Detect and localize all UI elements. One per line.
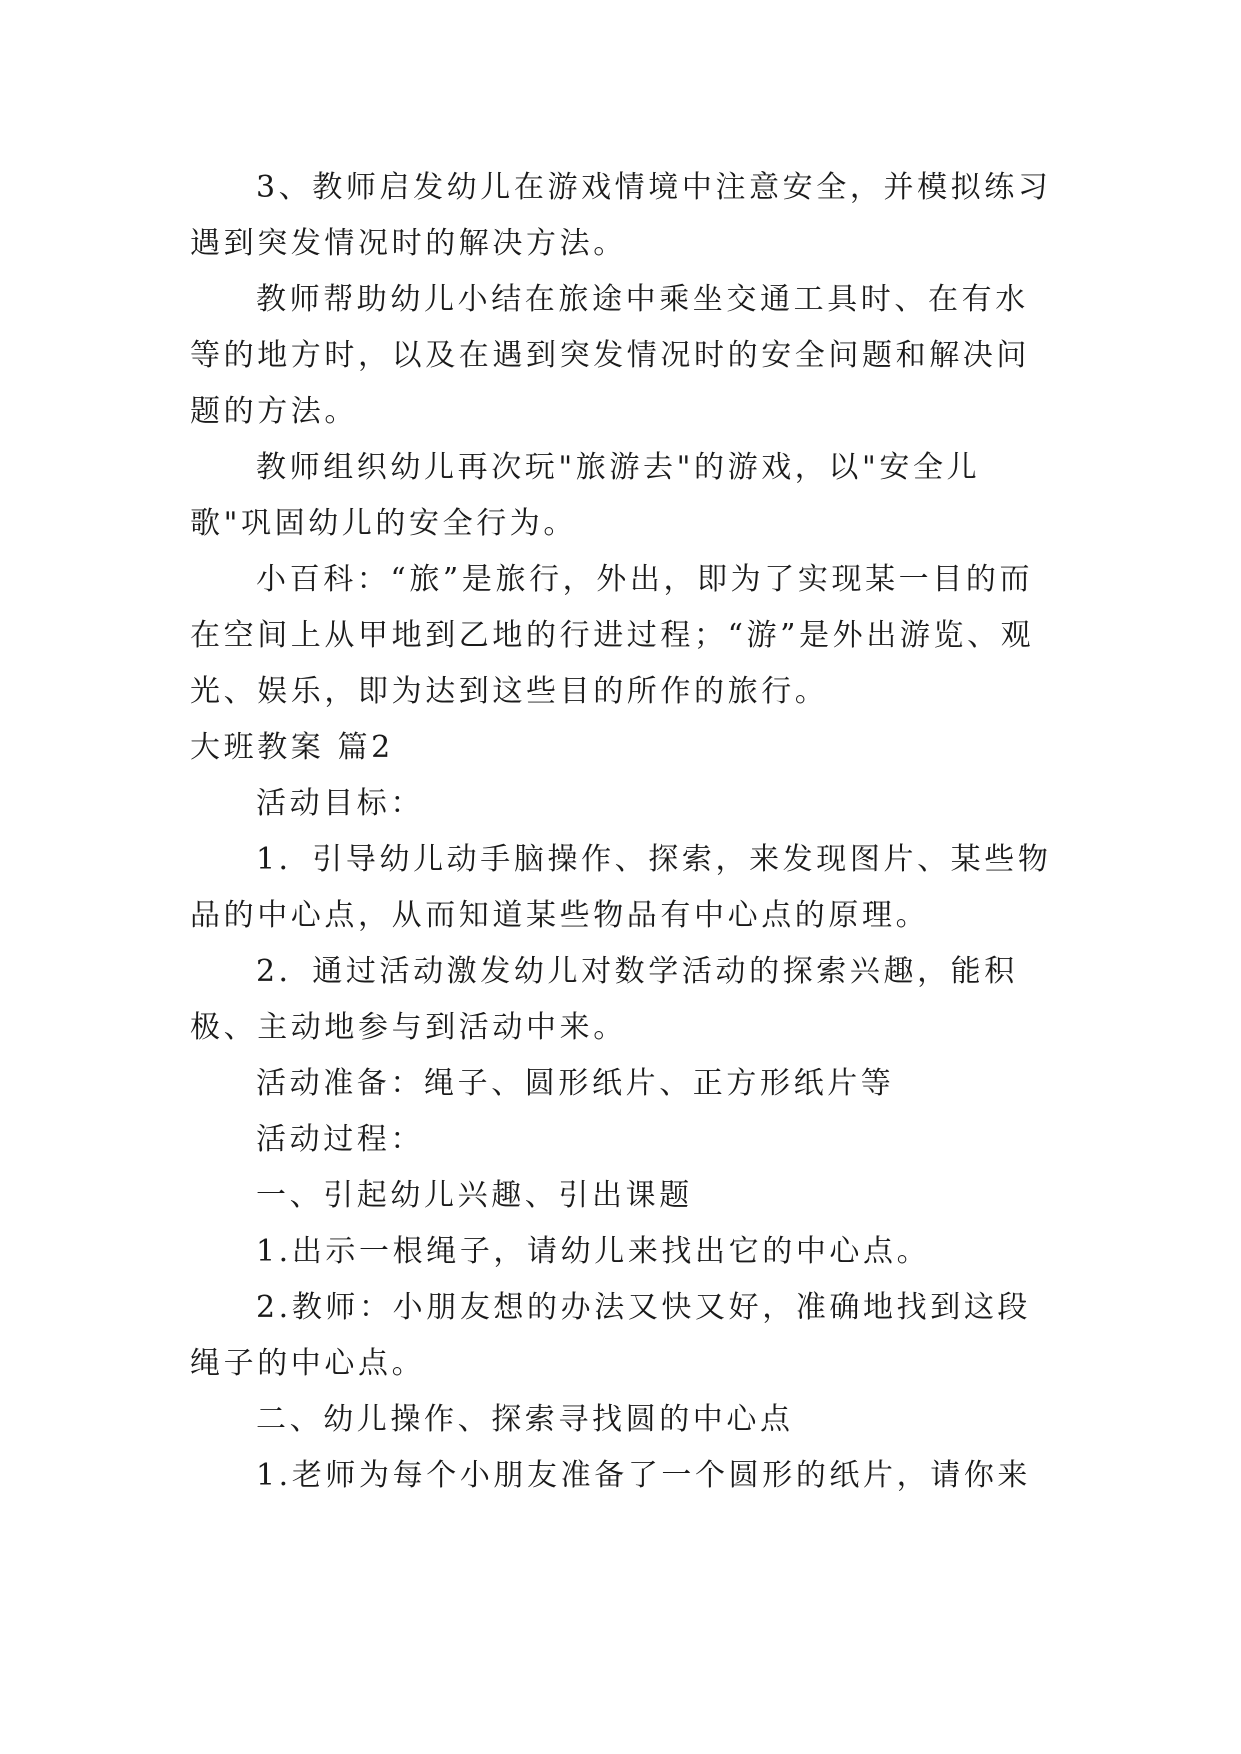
paragraph-step-2-1: 1.老师为每个小朋友准备了一个圆形的纸片，请你来 [256,1458,1032,1493]
paragraph-activity-preparation: 活动准备：绳子、圆形纸片、正方形纸片等 [256,1066,895,1101]
paragraph-goal-2: 2．通过活动激发幼儿对数学活动的探索兴趣，能积极、主动地参与到活动中来。 [190,954,1018,1045]
paragraph-activity-goals-label: 活动目标： [256,786,424,821]
paragraph-step-one-heading: 一、引起幼儿兴趣、引出课题 [256,1178,693,1213]
paragraph-safety-practice: 3、教师启发幼儿在游戏情境中注意安全，并模拟练习遇到突发情况时的解决方法。 [190,170,1052,261]
paragraph-step-1-2: 2.教师：小朋友想的办法又快又好，准确地找到这段绳子的中心点。 [190,1290,1032,1381]
paragraph-teacher-summary: 教师帮助幼儿小结在旅途中乘坐交通工具时、在有水等的地方时，以及在遇到突发情况时的安全问题和解决问题的方法。 [190,282,1030,429]
paragraph-encyclopedia: 小百科：“旅”是旅行，外出，即为了实现某一目的而在空间上从甲地到乙地的行进过程；“游”是外出游览、观光、娱乐，即为达到这些目的所作的旅行。 [190,562,1035,709]
section-heading: 大班教案 篇2 [190,730,394,765]
paragraph-travel-game: 教师组织幼儿再次玩"旅游去"的游戏，以"安全儿歌"巩固幼儿的安全行为。 [190,450,981,541]
paragraph-step-two-heading: 二、幼儿操作、探索寻找圆的中心点 [256,1402,794,1437]
paragraph-activity-process-label: 活动过程： [256,1122,424,1157]
paragraph-step-1-1: 1.出示一根绳子，请幼儿来找出它的中心点。 [256,1234,931,1269]
paragraph-goal-1: 1．引导幼儿动手脑操作、探索，来发现图片、某些物品的中心点，从而知道某些物品有中心点的原理。 [190,842,1052,933]
